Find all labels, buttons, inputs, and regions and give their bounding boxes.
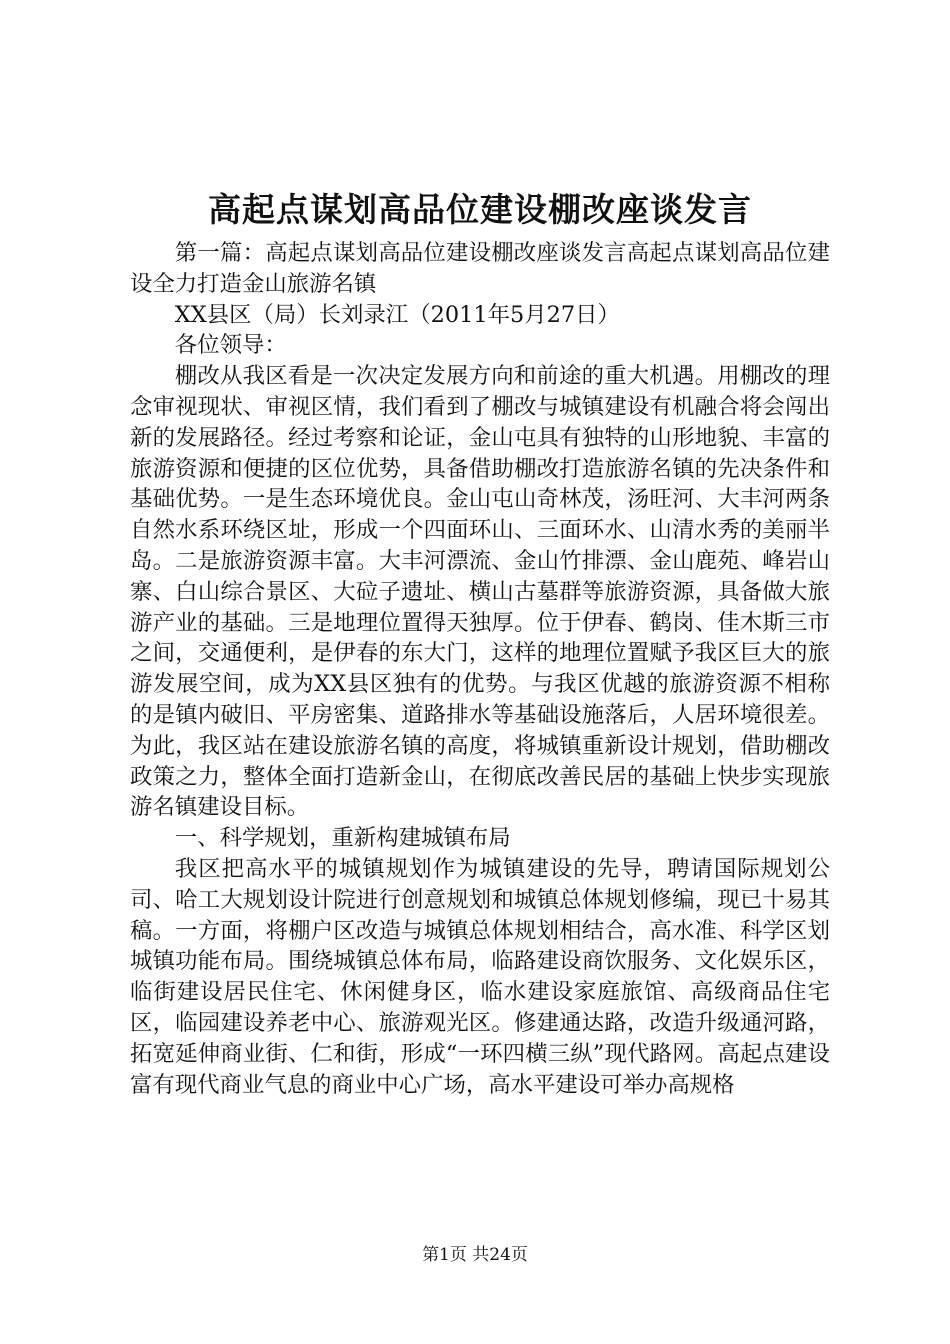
paragraph-intro: 第一篇：高起点谋划高品位建设棚改座谈发言高起点谋划高品位建设全力打造金山旅游名镇	[130, 240, 830, 297]
document-body	[130, 238, 830, 1100]
paragraph-salutation: 各位领导：	[174, 332, 287, 359]
paragraph-main: 棚改从我区看是一次决定发展方向和前途的重大机遇。用棚改的理念审视现状、审视区情，我们看到了棚改与城镇建设有机融合将会闯出新的发展路径。经过考察和论证，金山屯具有独特的山形地貌、丰富的旅游资源和便捷的区位优势，具备借助棚改打造旅游名镇的先决条件和基础优势。一是生态环境优良。金山屯山奇林茂，汤旺河、大丰河两条自然水系环绕区址，形成一个四面环山、三面环水、山清水秀的美丽半岛。二是旅游资源丰富。大丰河漂流、金山竹排漂、金山鹿苑、峰岩山寨、白山综合景区、大砬子遗址、横山古墓群等旅游资源，具备做大旅游产业的基础。三是地理位置得天独厚。位于伊春、鹤岗、佳木斯三市之间，交通便利，是伊春的东大门，这样的地理位置赋予我区巨大的旅游发展空间，成为XX县区独有的优势。与我区优越的旅游资源不相称的是镇内破旧、平房密集、道路排水等基础设施落后，人居环境很差。为此，我区站在建设旅游名镇的高度，将城镇重新设计规划，借助棚改政策之力，整体全面打造新金山，在彻底改善民居的基础上快步实现旅游名镇建设目标。	[130, 363, 830, 821]
page-footer: 第1页 共24页	[422, 1245, 528, 1265]
section-heading: 一、科学规划，重新构建城镇布局	[174, 825, 511, 852]
paragraph-author: XX县区（局）长刘录江（2011年5月27日）	[174, 301, 620, 328]
paragraph-planning: 我区把高水平的城镇规划作为城镇建设的先导，聘请国际规划公司、哈工大规划设计院进行创意规划和城镇总体规划修编，现已十易其稿。一方面，将棚户区改造与城镇总体规划相结合，高水准、科学区划城镇功能布局。围绕城镇总体布局，临路建设商饮服务、文化娱乐区，临街建设居民住宅、休闲健身区，临水建设家庭旅馆、高级商品住宅区，临园建设养老中心、旅游观光区。修建通达路，改造升级通河路，拓宽延伸商业街、仁和街，形成“一环四横三纵”现代路网。高起点建设富有现代商业气息的商业中心广场，高水平建设可举办高规格	[130, 855, 830, 1098]
document-title: 高起点谋划高品位建设棚改座谈发言	[208, 190, 752, 229]
